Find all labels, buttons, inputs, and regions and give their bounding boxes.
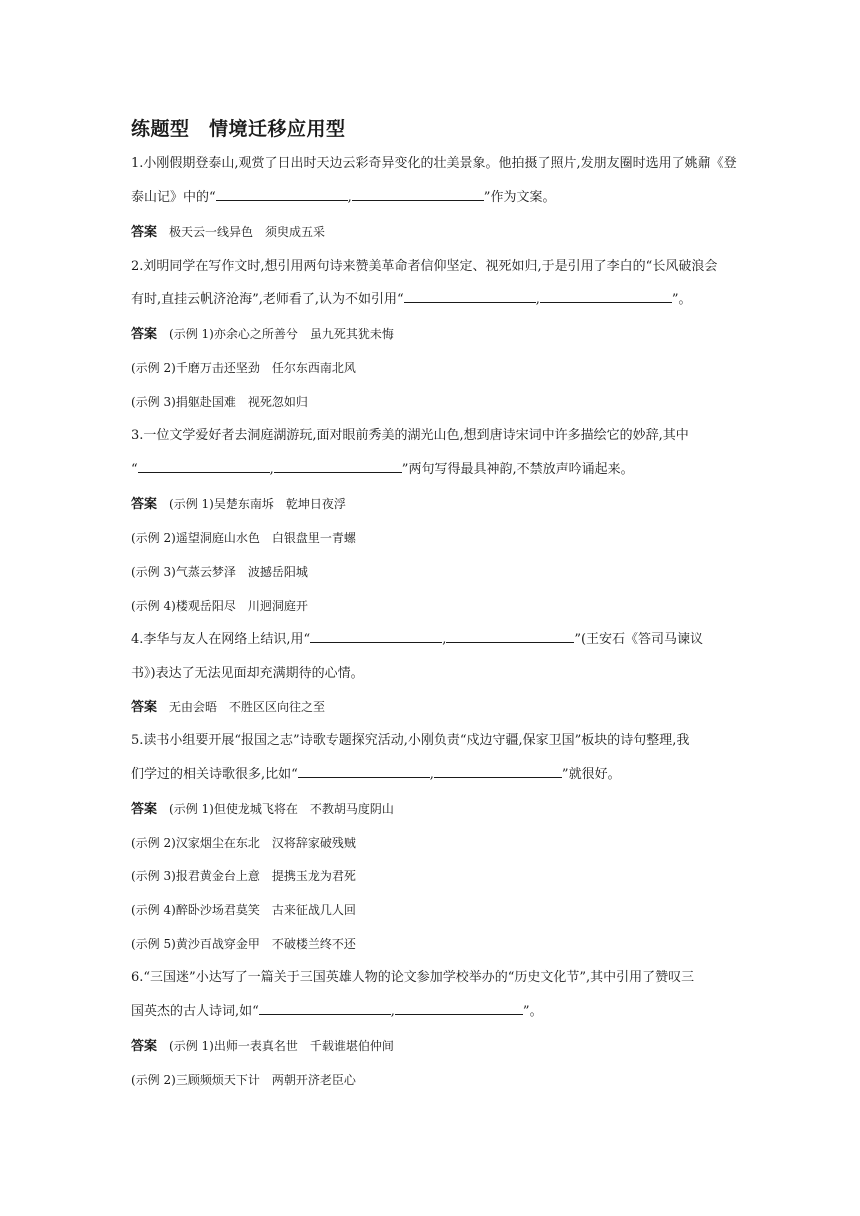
q1-answer [131, 222, 325, 243]
fill-blank [274, 460, 402, 473]
q4-line1-post: ”(王安石《答司马谏议 [574, 632, 704, 647]
fill-blank [352, 188, 484, 201]
q1-line1: 1.小刚假期登泰山,观赏了日出时天边云彩奇异变化的壮美景象。他拍摄了照片,发朋友圈时选用了姚鼐《登 [131, 156, 737, 171]
q6-line2 [131, 1002, 543, 1022]
q5-line2 [131, 765, 621, 785]
answer-label: 答案 [131, 497, 158, 512]
fill-blank [446, 630, 574, 643]
q5-answer-4: (示例 4)醉卧沙场君莫笑 古来征战几人回 [131, 903, 356, 917]
q5-answer-5: (示例 5)黄沙百战穿金甲 不破楼兰终不还 [131, 937, 356, 951]
q2-answer-2: (示例 2)千磨万击还坚劲 任尔东西南北风 [131, 361, 356, 375]
q3-sep: , [269, 462, 274, 477]
q6-sep: , [390, 1004, 395, 1019]
answer-text: (示例 1)出师一表真名世 千载谁堪伯仲间 [169, 1039, 394, 1053]
q3-line2-pre: “ [131, 462, 138, 477]
fill-blank [404, 290, 536, 303]
q1-line2 [131, 188, 555, 208]
q5-line1: 5.读书小组要开展“报国之志”诗歌专题探究活动,小刚负责“戍边守疆,保家卫国”板块的诗句整理,我 [131, 733, 690, 748]
q6-line2-pre: 国英杰的古人诗词,如“ [131, 1004, 259, 1019]
q2-line1: 2.刘明同学在写作文时,想引用两句诗来赞美革命者信仰坚定、视死如归,于是引用了李白的“长风破浪会 [131, 259, 718, 274]
fill-blank [259, 1002, 391, 1015]
answer-text: (示例 1)亦余心之所善兮 虽九死其犹未悔 [169, 327, 394, 341]
section-title: 练题型 情境迁移应用型 [131, 118, 346, 140]
q2-line2 [131, 290, 692, 310]
q4-line1-pre: 4.李华与友人在网络上结识,用“ [131, 632, 311, 647]
q5-answer-1 [131, 799, 394, 820]
q2-line2-post: ”。 [671, 292, 692, 307]
q2-answer-1 [131, 324, 394, 345]
q2-line2-pre: 有时,直挂云帆济沧海”,老师看了,认为不如引用“ [131, 292, 404, 307]
fill-blank [434, 765, 562, 778]
answer-text: (示例 1)但使龙城飞将在 不教胡马度阴山 [169, 802, 394, 816]
q6-answer-2: (示例 2)三顾频烦天下计 两朝开济老臣心 [131, 1073, 356, 1087]
q4-answer [131, 697, 325, 718]
fill-blank [216, 188, 348, 201]
q5-sep: , [429, 767, 434, 782]
q4-sep: , [442, 632, 447, 647]
q1-line2-post: ”作为文案。 [483, 190, 556, 205]
q3-line2 [131, 460, 634, 480]
q3-answer-4: (示例 4)楼观岳阳尽 川迥洞庭开 [131, 599, 308, 613]
fill-blank [540, 290, 672, 303]
q1-line2-pre: 泰山记》中的“ [131, 190, 216, 205]
q3-line1: 3.一位文学爱好者去洞庭湖游玩,面对眼前秀美的湖光山色,想到唐诗宋词中许多描绘它的妙辞,其中 [131, 428, 689, 443]
q3-answer-1 [131, 494, 346, 515]
answer-label: 答案 [131, 225, 158, 240]
q6-answer-1 [131, 1036, 394, 1057]
q2-answer-3: (示例 3)捐躯赴国难 视死忽如归 [131, 395, 308, 409]
fill-blank [298, 765, 430, 778]
answer-text: 无由会晤 不胜区区向往之至 [169, 700, 326, 714]
answer-text: (示例 1)吴楚东南坼 乾坤日夜浮 [169, 497, 346, 511]
fill-blank [310, 630, 442, 643]
q3-answer-2: (示例 2)遥望洞庭山水色 白银盘里一青螺 [131, 531, 356, 545]
fill-blank [395, 1002, 523, 1015]
answer-label: 答案 [131, 802, 158, 817]
answer-label: 答案 [131, 700, 158, 715]
q5-line2-post: ”就很好。 [561, 767, 621, 782]
answer-label: 答案 [131, 327, 158, 342]
fill-blank [138, 460, 270, 473]
q1-sep: , [347, 190, 352, 205]
q4-line2: 书》)表达了无法见面却充满期待的心情。 [131, 666, 364, 681]
q3-answer-3: (示例 3)气蒸云梦泽 波撼岳阳城 [131, 565, 308, 579]
q6-line2-post: ”。 [522, 1004, 543, 1019]
q5-answer-3: (示例 3)报君黄金台上意 提携玉龙为君死 [131, 869, 356, 883]
q4-line1 [131, 630, 703, 650]
answer-text: 极天云一线异色 须臾成五采 [169, 225, 326, 239]
q5-line2-pre: 们学过的相关诗歌很多,比如“ [131, 767, 298, 782]
q2-sep: , [535, 292, 540, 307]
q6-line1: 6.“三国迷”小达写了一篇关于三国英雄人物的论文参加学校举办的“历史文化节”,其中引用了赞叹三 [131, 970, 695, 985]
q5-answer-2: (示例 2)汉家烟尘在东北 汉将辞家破残贼 [131, 836, 356, 850]
answer-label: 答案 [131, 1039, 158, 1054]
q3-line2-post: ”两句写得最具神韵,不禁放声吟诵起来。 [401, 462, 634, 477]
